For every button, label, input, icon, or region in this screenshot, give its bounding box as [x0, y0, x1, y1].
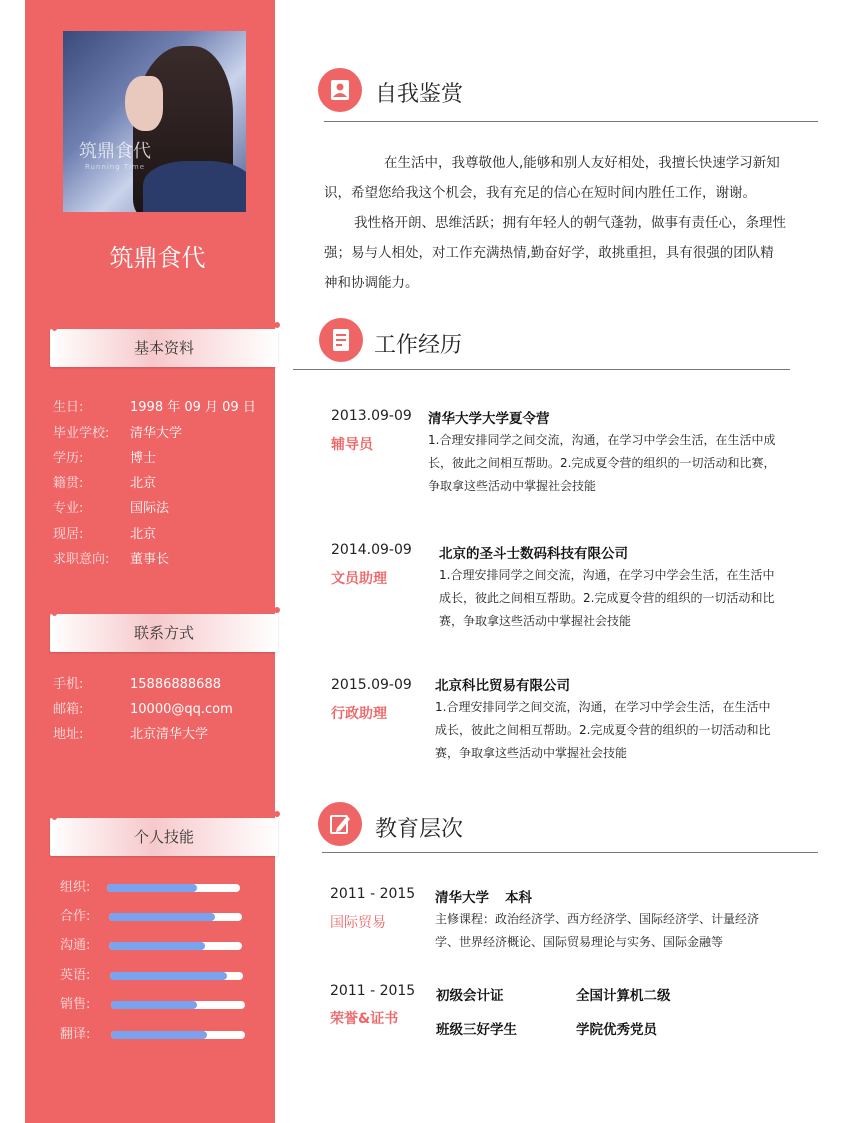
info-label: 籍贯: — [53, 476, 84, 491]
skill-bar — [109, 942, 242, 950]
contact-ribbon — [50, 611, 282, 655]
skill-label: 沟通: — [60, 938, 91, 953]
skill-label: 合作: — [60, 909, 91, 924]
info-label: 生日: — [53, 400, 84, 415]
skill-bar-fill — [110, 972, 227, 980]
skills-heading: 个人技能 — [133, 828, 194, 846]
profile-name: 筑鼎食代 — [109, 244, 206, 272]
info-value: 北京 — [130, 527, 157, 542]
job-description: 1.合理安排同学之间交流，沟通，在学习中学会生活，在生活中成长，彼此之间相互帮助。2.完成夏令营的组织的一切活动和比赛，争取拿这些活动中掌握社会技能 — [439, 568, 775, 628]
skill-bar — [110, 972, 243, 980]
skill-row — [60, 878, 90, 898]
skill-label: 销售: — [60, 997, 91, 1012]
photo-coat — [143, 161, 246, 212]
contact-label: 手机: — [53, 677, 84, 692]
job-company: 清华大学大学夏令营 — [428, 411, 550, 427]
honors-date: 2011 - 2015 — [330, 983, 416, 999]
basic-info-heading: 基本资料 — [133, 339, 194, 357]
job-role: 辅导员 — [331, 437, 373, 453]
job-description: 1.合理安排同学之间交流，沟通，在学习中学会生活，在生活中成长，彼此之间相互帮助。2.完成夏令营的组织的一切活动和比赛，争取拿这些活动中掌握社会技能 — [435, 700, 771, 760]
contact-heading: 联系方式 — [133, 624, 194, 642]
edu-major: 国际贸易 — [330, 915, 386, 931]
photo-face — [125, 76, 163, 131]
info-value: 董事长 — [130, 552, 170, 567]
skill-bar — [111, 1031, 245, 1039]
skill-bar-fill — [111, 1031, 207, 1039]
info-value: 1998 年 09 月 09 日 — [130, 400, 256, 415]
edu-school: 清华大学 — [435, 890, 489, 906]
edu-level: 本科 — [505, 890, 532, 906]
section-divider — [293, 369, 790, 370]
job-company: 北京科比贸易有限公司 — [435, 678, 570, 694]
edu-date: 2011 - 2015 — [330, 886, 416, 902]
info-label: 毕业学校: — [53, 426, 110, 441]
skill-bar-fill — [109, 913, 215, 921]
honor-item: 班级三好学生 — [436, 1022, 517, 1038]
contact-label: 邮箱: — [53, 702, 84, 717]
info-value: 清华大学 — [130, 426, 183, 441]
section-divider — [324, 121, 818, 122]
info-label: 现居: — [53, 527, 84, 542]
portrait-icon — [318, 68, 362, 112]
self-eval-paragraph: 我性格开朗、思维活跃；拥有年轻人的朝气蓬勃，做事有责任心，条理性强；易与人相处，对工作充满热情,勤奋好学，敢挑重担，具有很强的团队精神和协调能力。 — [324, 215, 786, 291]
contact-address: 北京清华大学 — [130, 727, 209, 742]
job-date: 2015.09-09 — [331, 677, 412, 693]
self-eval-title: 自我鉴赏 — [375, 82, 464, 107]
job-role: 行政助理 — [331, 706, 387, 722]
info-label: 专业: — [53, 501, 84, 516]
skill-bar-fill — [111, 1001, 197, 1009]
job-date: 2013.09-09 — [331, 408, 412, 424]
skill-row — [60, 1025, 90, 1045]
skill-row — [60, 936, 90, 956]
info-label: 学历: — [53, 451, 84, 466]
section-divider — [322, 852, 818, 853]
job-role: 文员助理 — [331, 571, 387, 587]
info-value: 国际法 — [130, 501, 170, 516]
education-title: 教育层次 — [375, 817, 464, 842]
work-title: 工作经历 — [374, 333, 463, 358]
skill-bar — [107, 884, 240, 892]
skill-row — [60, 995, 90, 1015]
honor-item: 初级会计证 — [436, 988, 504, 1004]
honor-item: 学院优秀党员 — [576, 1022, 657, 1038]
info-value: 北京 — [130, 476, 157, 491]
skill-row — [60, 966, 90, 986]
info-value: 博士 — [130, 451, 157, 466]
job-company: 北京的圣斗士数码科技有限公司 — [439, 546, 628, 562]
edu-courses: 主修课程：政治经济学、西方经济学、国际经济学、计量经济学、世界经济概论、国际贸易理论与实务、国际金融等 — [435, 912, 760, 949]
skill-row — [60, 907, 90, 927]
skill-bar-fill — [107, 884, 197, 892]
contact-label: 地址: — [53, 727, 84, 742]
skill-bar — [109, 913, 242, 921]
basic-info-ribbon — [50, 326, 282, 370]
honors-label: 荣誉&证书 — [330, 1011, 399, 1027]
skill-label: 翻译: — [60, 1027, 91, 1042]
info-label: 求职意向: — [53, 552, 110, 567]
profile-photo — [63, 31, 246, 212]
self-eval-paragraph: 在生活中，我尊敬他人,能够和别人友好相处，我擅长快速学习新知识，希望您给我这个机会，我有充足的信心在短时间内胜任工作，谢谢。 — [324, 155, 780, 201]
edit-icon — [318, 802, 362, 846]
photo-watermark: 筑鼎食代 — [79, 141, 151, 162]
job-date: 2014.09-09 — [331, 542, 412, 558]
skills-ribbon — [50, 815, 282, 859]
skill-label: 组织: — [60, 880, 91, 895]
job-description: 1.合理安排同学之间交流，沟通，在学习中学会生活，在生活中成长，彼此之间相互帮助。2.完成夏令营的组织的一切活动和比赛，争取拿这些活动中掌握社会技能 — [428, 433, 776, 493]
photo-watermark-sub: Running Time — [85, 163, 146, 171]
contact-email[interactable]: 10000@qq.com — [130, 702, 233, 717]
contact-phone[interactable]: 15886888688 — [130, 677, 221, 692]
skill-label: 英语: — [60, 968, 91, 983]
document-icon — [319, 318, 363, 362]
honor-item: 全国计算机二级 — [576, 988, 671, 1004]
skill-bar-fill — [109, 942, 205, 950]
skill-bar — [111, 1001, 245, 1009]
